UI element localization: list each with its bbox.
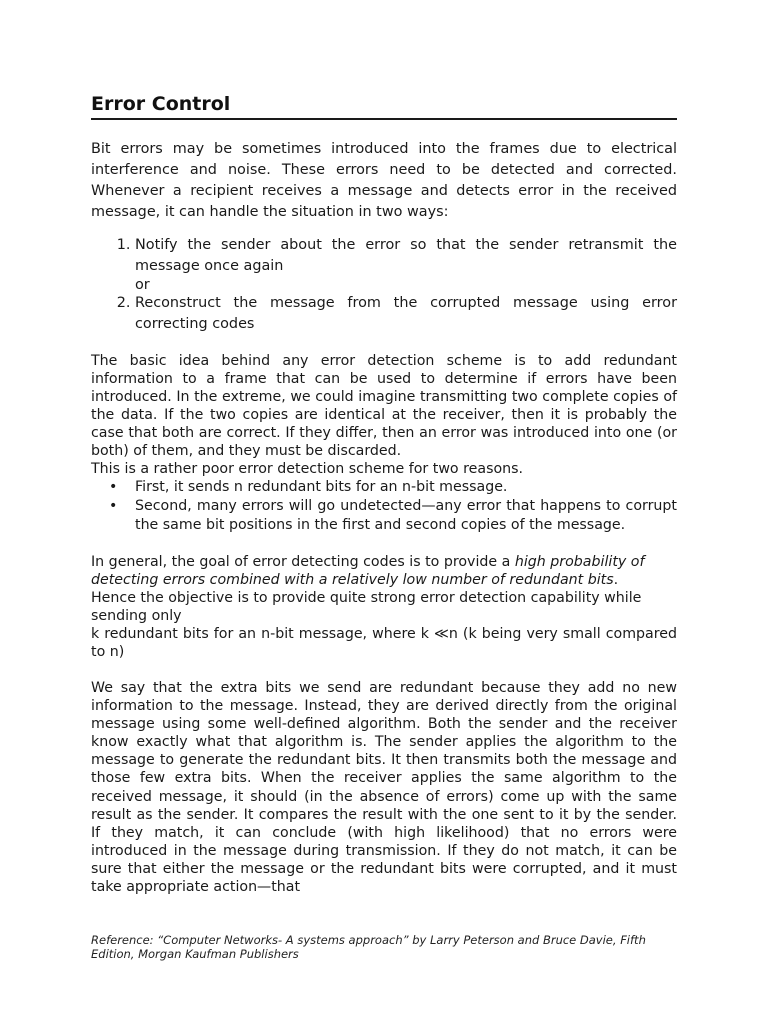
list-item-text: Second, many errors will go undetected—any error that happens to corrupt the same bit positions in the first and second copies of the message. [135,498,677,533]
bullet-icon: • [109,498,118,514]
goal-emphasis: high probability of detecting errors combined with a relatively low number of redundant bits [91,554,645,588]
poor-scheme-line: This is a rather poor error detection scheme for two reasons. [91,461,524,477]
list-item [109,478,677,497]
list-item [135,293,677,335]
document-page [91,92,677,896]
bullet-icon: • [109,479,118,495]
list-item-text: Notify the sender about the error so that the sender retransmit the message once again [135,237,677,274]
page-title: Error Control [91,92,677,120]
intro-paragraph: Bit errors may be sometimes introduced into the frames due to electrical interference and noise. These errors need to be detected and corrected. Whenever a recipient receives a message and detects error in the received message, it can handle the situation in two ways: [91,141,677,220]
handling-ways-list [91,235,677,335]
goal-paragraph [91,553,677,625]
extra-bits-paragraph: We say that the extra bits we send are redundant because they add no new information to the message. Instead, they are derived directly from the original message using some well-defined algorithm. Both the sender and the receiver know exactly what that algorithm is. The sender applies the algorithm to the message to generate the redundant bits. It then transmits both the message and those few extra bits. When the receiver applies the same algorithm to the received message, it should (in the absence of errors) come up with the same result as the sender. It compares the result with the one sent to it by the sender. If they match, it can conclude (with high likelihood) that no errors were introduced in the message during transmission. If they do not match, it can be sure that either the message or the redundant bits were corrupted, and it must take appropriate action—that [91,680,677,896]
list-item [135,235,677,293]
basic-idea-paragraph: The basic idea behind any error detection scheme is to add redundant information to a frame that can be used to determine if errors have been introduced. In the extreme, we could imagine transmitting two complete copies of the data. If the two copies are identical at the receiver, then it is probably the case that both are correct. If they differ, then an error was introduced into one (or both) of them, and they must be discarded. [91,353,677,459]
k-bits-line: k redundant bits for an n-bit message, where k ≪n (k being very small compared to n) [91,626,677,660]
list-item-text: First, it sends n redundant bits for an n-bit message. [135,479,508,495]
or-text: or [135,277,150,293]
goal-suffix: . [613,572,619,588]
list-item-text: Reconstruct the message from the corrupted message using error correcting codes [135,295,677,332]
reasons-list [91,478,677,535]
objective-text: Hence the objective is to provide quite strong error detection capability while sending only [91,590,642,624]
list-item [109,497,677,535]
reference-note: Reference: “Computer Networks- A systems approach” by Larry Peterson and Bruce Davie, Fifth Edition, Morgan Kaufman Publishers [91,933,646,961]
goal-prefix: In general, the goal of error detecting codes is to provide a [91,554,515,570]
